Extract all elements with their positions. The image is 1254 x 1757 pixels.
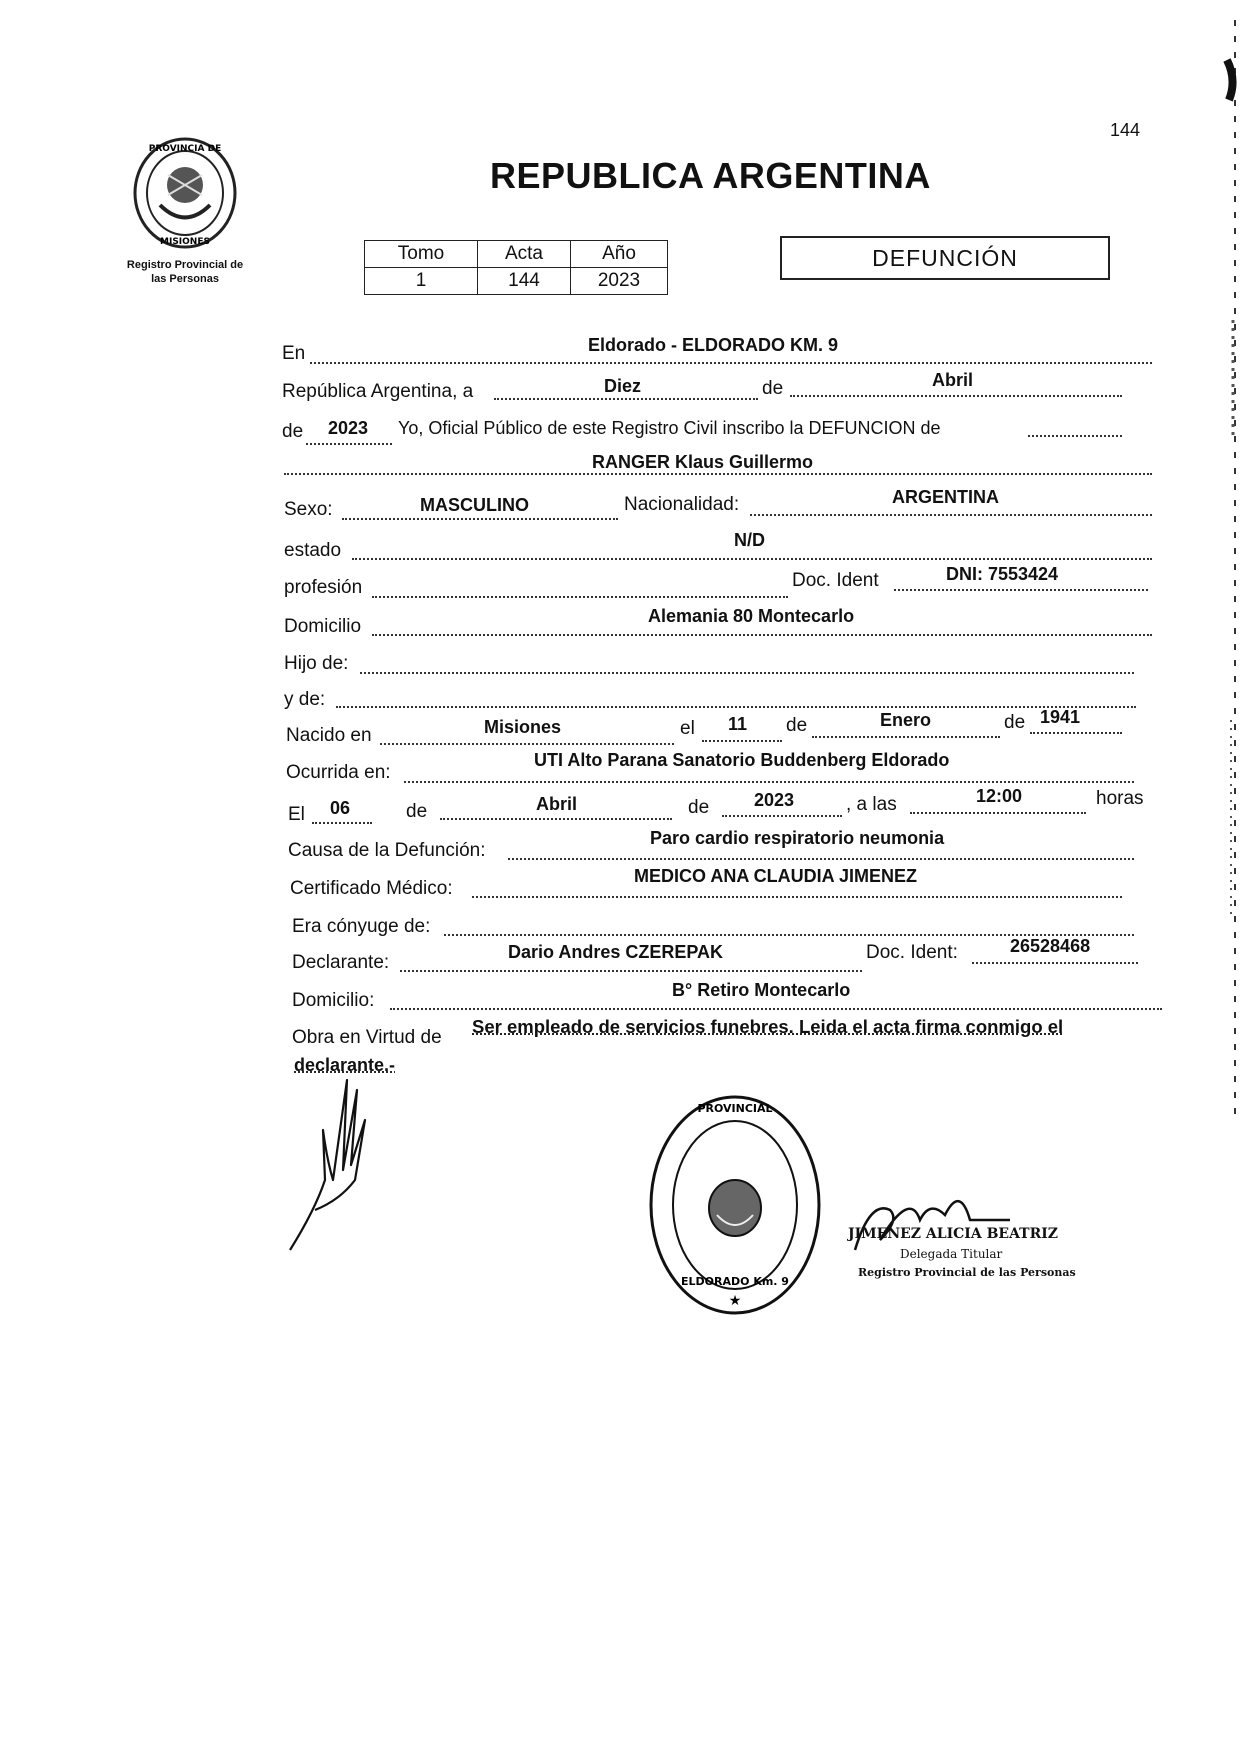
line-mes [790,395,1122,397]
certificado-value: MEDICO ANA CLAUDIA JIMENEZ [634,866,917,886]
tomo-header: Tomo [365,241,478,268]
svg-text:MISIONES: MISIONES [160,237,210,247]
line-nombre [284,473,1152,475]
label-causa: Causa de la Defunción: [288,840,486,861]
official-role: Delegada Titular [900,1247,1003,1261]
line-en [310,362,1152,364]
line-nac-dia [702,740,782,742]
official-office: Registro Provincial de las Personas [858,1266,1076,1279]
line-estado [352,558,1152,560]
label-republica: República Argentina, a [282,381,474,402]
causa-value: Paro cardio respiratorio neumonia [650,828,945,848]
line-hora [910,812,1086,814]
line-hijo-de [360,672,1134,674]
provincial-crest-icon [130,135,240,250]
domicilio-value: Alemania 80 Montecarlo [648,606,855,626]
label-doc-ident-declarante: Doc. Ident: [866,942,958,963]
line-declarante-doc [972,962,1138,964]
record-type-box [780,236,1110,280]
label-nacido-en: Nacido en [286,725,372,746]
label-hijo-de: Hijo de: [284,653,349,674]
line-domicilio-declarante [390,1008,1162,1010]
declarante-domicilio: B° Retiro Montecarlo [672,980,851,1000]
line-declarante [400,970,862,972]
mes-inscripcion: Abril [932,370,974,390]
label-el-fall: El [288,804,305,825]
tomo-value: 1 [365,268,478,295]
line-fall-dia [312,822,372,824]
line-sexo [342,518,618,520]
label-horas: horas [1096,788,1144,809]
svg-text:★: ★ [728,1293,742,1309]
fall-anio: 2023 [754,790,795,810]
line-profesion [372,596,788,598]
label-y-de: y de: [284,689,326,710]
line-dni [894,589,1148,591]
fall-mes: Abril [536,794,578,814]
obra-text: Ser empleado de servicios funebres. Leida el acta firma conmigo el [472,1016,1064,1037]
label-certificado: Certificado Médico: [290,878,453,899]
label-domicilio-declarante: Domicilio: [292,990,375,1011]
svg-text:ELDORADO Km. 9: ELDORADO Km. 9 [681,1275,789,1288]
label-de-nac-anio: de [1004,712,1026,733]
label-obra: Obra en Virtud de [292,1027,442,1048]
fall-dia: 06 [330,798,351,818]
line-certificado [472,896,1122,898]
label-de-mes: de [762,378,784,399]
line-ocurrida-en [404,781,1134,783]
label-profesion: profesión [284,577,363,598]
registry-label-line-2: las Personas [151,273,219,285]
line-fall-anio [722,815,842,817]
estado-value: N/D [734,530,765,550]
anio-value: 2023 [571,268,668,295]
anio-inscripcion: 2023 [328,418,369,438]
line-nac-mes [812,736,1000,738]
dia-inscripcion: Diez [604,376,642,396]
line-dia [494,398,758,400]
declarante-value: Dario Andres CZEREPAK [508,942,724,962]
label-ocurrida-en: Ocurrida en: [286,762,391,783]
line-nacido-en [380,743,674,745]
line-causa [508,858,1134,860]
label-de-anio: de [282,421,304,442]
label-el-nac: el [680,718,695,739]
svg-text:PROVINCIAL: PROVINCIAL [697,1102,773,1115]
line-nac-anio [1030,732,1122,734]
oficial-text: Yo, Oficial Público de este Registro Civil inscribo la DEFUNCION de [398,418,941,438]
acta-header: Acta [478,241,571,268]
nac-anio: 1941 [1040,707,1081,727]
label-nacionalidad: Nacionalidad: [624,494,740,515]
line-y-de [336,706,1136,708]
sexo-value: MASCULINO [420,495,529,515]
line-oficial-end [1028,435,1122,437]
document-title: REPUBLICA ARGENTINA [490,155,931,196]
registry-label-line-1: Registro Provincial de [126,259,244,271]
official-seal-icon [645,1090,825,1320]
record-number-table [364,240,668,295]
page-number: 144 [1110,120,1141,140]
label-en: En [282,343,306,364]
nombre-fallecido: RANGER Klaus Guillermo [592,452,814,472]
scan-edge-artifact-icon [1215,20,1240,1120]
record-type: DEFUNCIÓN [872,244,1018,271]
line-nacionalidad [750,514,1152,516]
obra-text-2: declarante.- [294,1055,396,1075]
nacido-en-value: Misiones [484,717,562,737]
label-declarante: Declarante: [292,952,390,973]
label-estado: estado [284,540,342,561]
lugar-value: Eldorado - ELDORADO KM. 9 [588,335,839,355]
line-fall-mes [440,818,672,820]
label-de-fall-mes: de [406,801,428,822]
registry-label [95,258,275,286]
anio-header: Año [571,241,668,268]
svg-text:PROVINCIA DE: PROVINCIA DE [148,144,222,154]
nac-mes: Enero [880,710,932,730]
label-sexo: Sexo: [284,499,333,520]
declarante-doc: 26528468 [1010,936,1091,956]
dni-value: DNI: 7553424 [946,564,1059,584]
label-domicilio: Domicilio [284,616,362,637]
ocurrida-en-value: UTI Alto Parana Sanatorio Buddenberg Eldorado [534,750,950,770]
line-domicilio [372,634,1152,636]
label-de-fall-anio: de [688,797,710,818]
label-conyuge: Era cónyuge de: [292,916,431,937]
official-name: JIMENEZ ALICIA BEATRIZ [848,1226,1059,1242]
acta-value: 144 [478,268,571,295]
declarant-signature-icon [285,1060,395,1260]
label-de-nac-mes: de [786,715,808,736]
line-anio [306,443,392,445]
label-doc-ident: Doc. Ident [792,570,879,591]
nacionalidad-value: ARGENTINA [892,487,999,507]
label-a-las: , a las [846,794,897,815]
hora-value: 12:00 [976,786,1023,806]
nac-dia: 11 [728,714,748,734]
